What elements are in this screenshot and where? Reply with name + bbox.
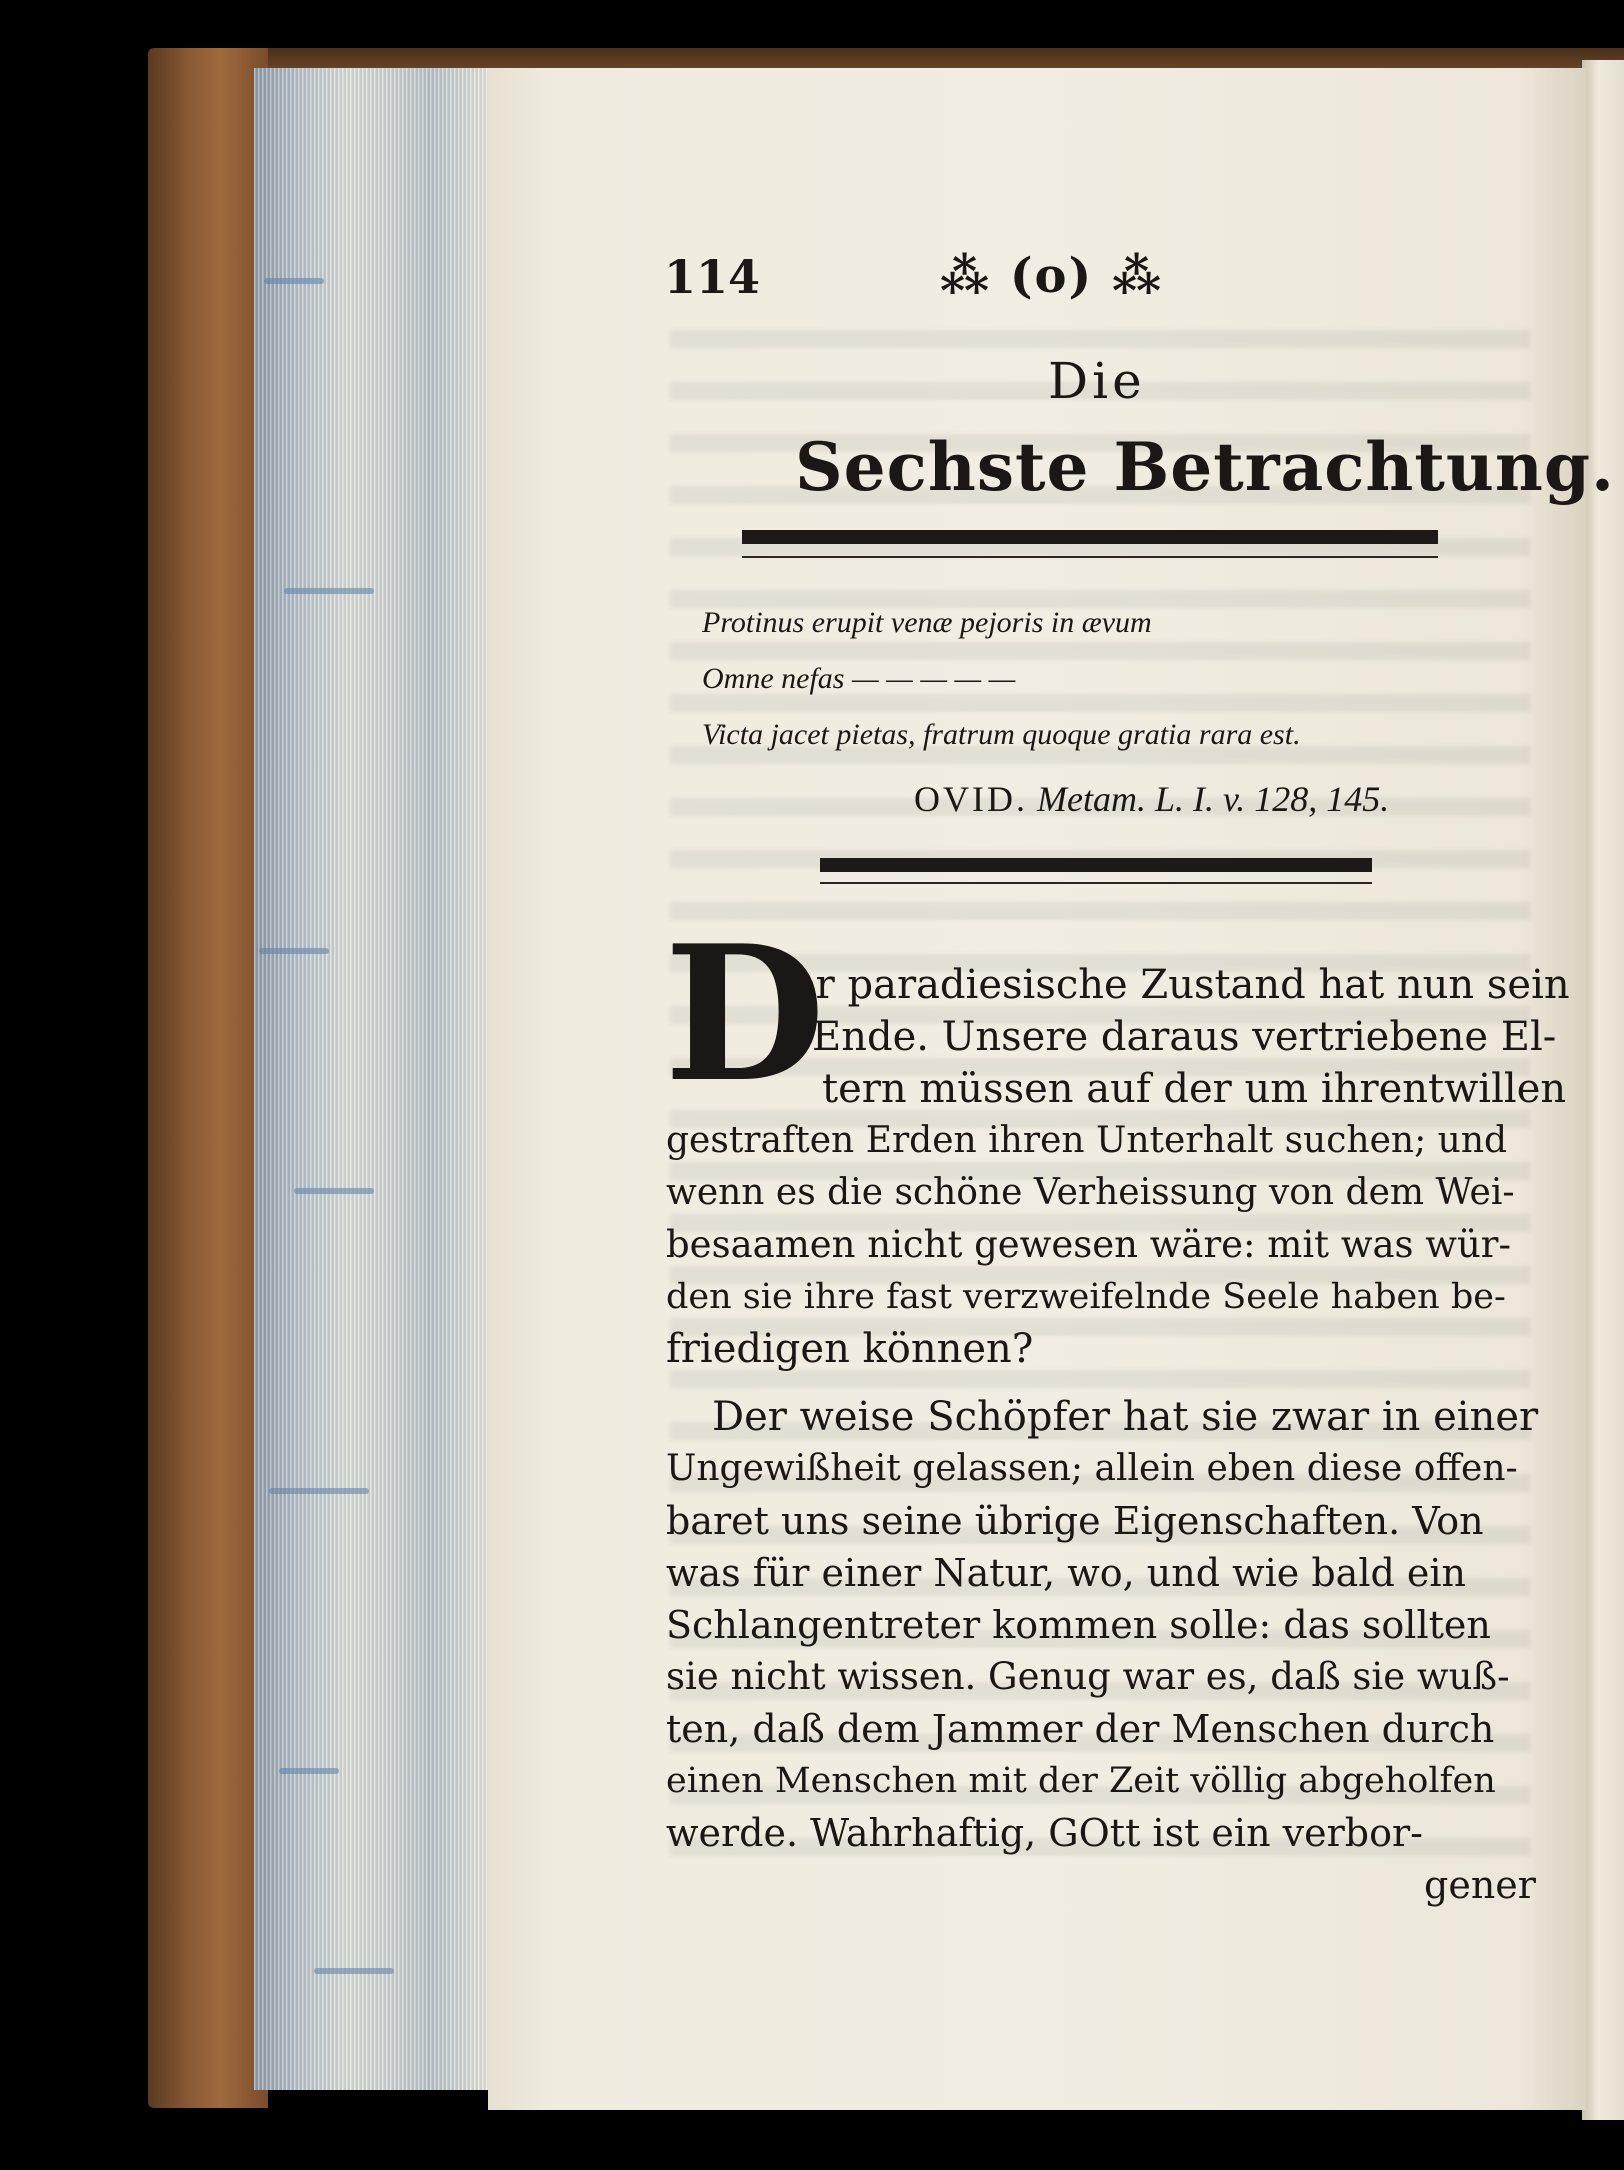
- body-line: wenn es die schöne Verheissung von dem Wei-: [666, 1172, 1515, 1213]
- epigraph-line: Protinus erupit venæ pejoris in ævum: [702, 606, 1152, 639]
- body-line: ten, daß dem Jammer der Menschen durch: [666, 1707, 1495, 1751]
- chapter-title-prefix: Die: [1048, 352, 1146, 410]
- body-line: baret uns seine übrige Eigenschaften. Von: [666, 1499, 1484, 1543]
- body-line: Ende. Unsere daraus vertriebene El-: [812, 1014, 1557, 1060]
- body-line: sie nicht wissen. Genug war es, daß sie wuß-: [666, 1655, 1510, 1698]
- page-edges: [254, 68, 490, 2090]
- edge-marbling: [269, 1488, 369, 1494]
- section-rule-thick: [820, 858, 1372, 872]
- chapter-title: Sechste Betrachtung.: [795, 428, 1615, 506]
- body-line: gestraften Erden ihren Unterhalt suchen; und: [666, 1120, 1508, 1161]
- body-line: besaamen nicht gewesen wäre: mit was wür-: [666, 1223, 1511, 1266]
- edge-marbling: [284, 588, 374, 594]
- body-line: er paradiesische Zustand hat nun sein: [792, 962, 1570, 1008]
- edge-marbling: [279, 1768, 339, 1774]
- epigraph-line: Omne nefas — — — — —: [702, 662, 1016, 695]
- epigraph-line: Victa jacet pietas, fratrum quoque gratia rara est.: [702, 718, 1301, 751]
- drop-cap: D: [664, 904, 826, 1123]
- header-ornament: ⁂ (o) ⁂: [940, 248, 1164, 304]
- body-line: einen Menschen mit der Zeit völlig abgeholfen: [666, 1761, 1496, 1801]
- book-cover-spine: [148, 48, 268, 2108]
- body-line: tern müssen auf der um ihrentwillen: [822, 1066, 1567, 1112]
- title-rule-thick: [742, 530, 1438, 544]
- edge-marbling: [294, 1188, 374, 1194]
- edge-marbling: [314, 1968, 394, 1974]
- citation-work: Metam. L. I. v. 128, 145.: [1036, 779, 1390, 819]
- citation-author: OVID.: [914, 779, 1028, 819]
- body-line: was für einer Natur, wo, und wie bald ein: [666, 1551, 1467, 1595]
- page-number: 114: [664, 250, 761, 304]
- page-gutter: [1582, 60, 1624, 2120]
- body-line: Ungewißheit gelassen; allein eben diese offen-: [666, 1448, 1518, 1489]
- edge-marbling: [259, 948, 329, 954]
- title-rule-thin: [742, 556, 1438, 558]
- body-line: friedigen können?: [666, 1326, 1034, 1372]
- catchword: gener: [1424, 1863, 1536, 1907]
- epigraph-citation: [914, 778, 1389, 820]
- edge-marbling: [264, 278, 324, 284]
- body-line: Schlangentreter kommen solle: das sollten: [666, 1603, 1491, 1647]
- body-line: den sie ihre fast verzweifelnde Seele haben be-: [666, 1277, 1506, 1317]
- body-line: werde. Wahrhaftig, GOtt ist ein verbor-: [666, 1811, 1423, 1855]
- body-line: Der weise Schöpfer hat sie zwar in einer: [712, 1394, 1539, 1440]
- section-rule-thin: [820, 882, 1372, 884]
